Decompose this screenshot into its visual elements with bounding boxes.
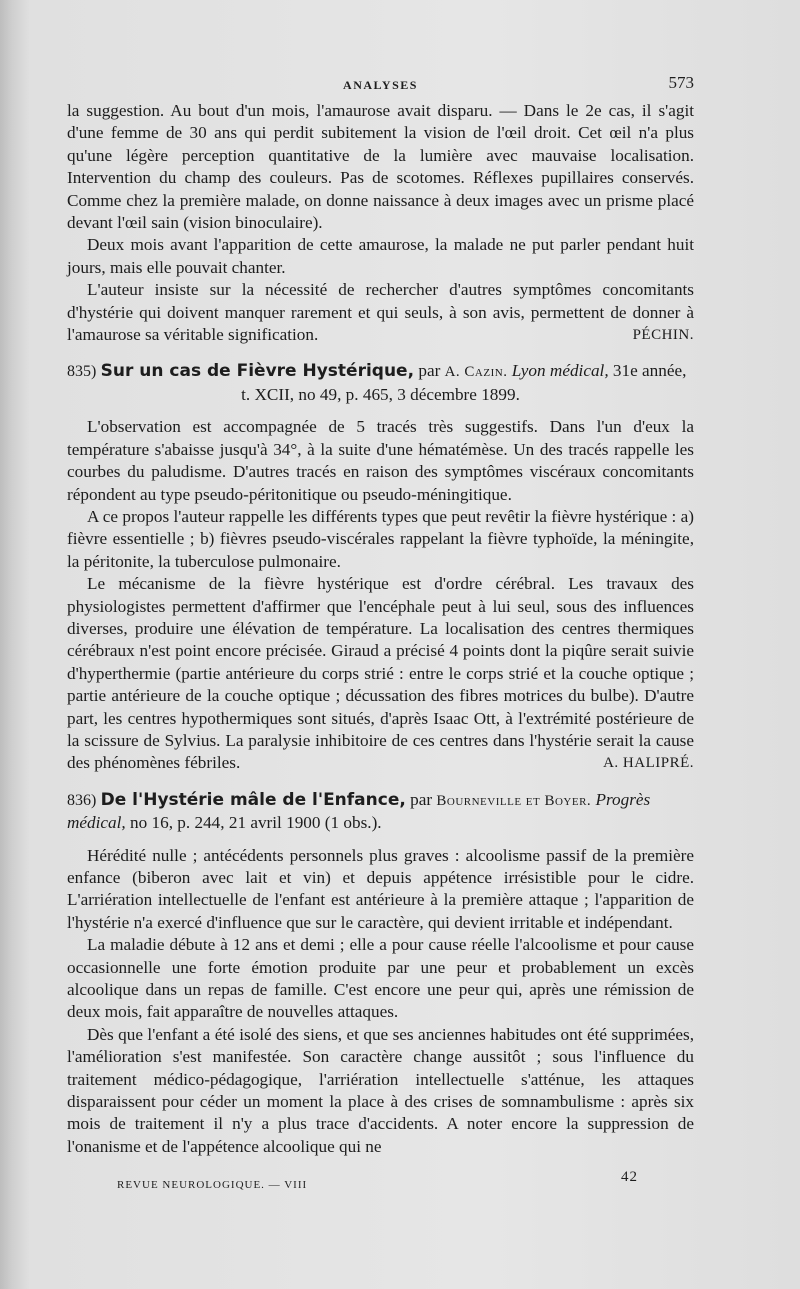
- article-835-by: par: [418, 361, 441, 381]
- signature-halipre: A. HALIPRÉ.: [603, 755, 694, 772]
- article-835-citation-2: t. XCII, no 49, p. 465, 3 décembre 1899.: [241, 384, 520, 404]
- article-835-heading: [67, 360, 694, 406]
- article-835-author: A. Cazin.: [444, 364, 508, 381]
- continuation-paragraph-3: [67, 279, 694, 346]
- continuation-paragraph-2: Deux mois avant l'apparition de cette amaurose, la malade ne put parler pendant huit jours, mais elle pouvait chanter.: [67, 235, 694, 277]
- article-835-paragraph-2: A ce propos l'auteur rappelle les différents types que peut revêtir la fièvre hystérique : a) fièvre essentielle ; b) fièvres pseudo-viscérales rappelant la fièvre typhoïde, la méningite, la péritonite, la tuberculose pulmonaire.: [67, 506, 694, 571]
- page-number: 573: [668, 73, 694, 92]
- page-footer: [67, 1166, 694, 1190]
- article-835-title: Sur un cas de Fièvre Hystérique,: [100, 361, 415, 382]
- footer-journal: REVUE NEUROLOGIQUE. — VIII: [117, 1179, 308, 1192]
- article-836-number: 836): [67, 791, 97, 809]
- text-column: [67, 68, 694, 1190]
- page-header: [67, 68, 694, 100]
- article-836-citation: no 16, p. 244, 21 avril 1900 (1 obs.).: [130, 813, 382, 833]
- article-835-citation-1: 31e année,: [612, 361, 687, 381]
- article-836-paragraph-1: Hérédité nulle ; antécédents personnels plus graves : alcoolisme passif de la première enfance (biberon avec lait et vin) et depuis appétence irrésistible pour le cidre. L'arriération intellectuelle de l'enfant est antérieure à la première attaque ; l'apparition de l'hystérie n'a exercé d'influence que sur le caractère, qui devient irritable et indépendant.: [67, 845, 694, 932]
- article-836-author: Bourneville et Boyer.: [436, 792, 592, 809]
- signature-pechin: PÉCHIN.: [632, 327, 694, 344]
- running-title: ANALYSES: [343, 78, 418, 92]
- article-836-paragraph-2: La maladie débute à 12 ans et demi ; elle a pour cause réelle l'alcoolisme et pour cause occasionnelle une forte émotion produite par une peur et probablement un excès alcoolique dans un repas de famille. C'est encore une peur qui, après une rémission de deux mois, fait apparaître de nouvelles attaques.: [67, 935, 694, 1022]
- article-836-heading: [67, 789, 694, 835]
- continuation-paragraph-3-text: L'auteur insiste sur la nécessité de rechercher d'autres symptômes concomitants d'hystérie qui doivent manquer rarement et qui seuls, à son avis, permettent de donner à l'amaurose sa véritable signification.: [67, 280, 694, 345]
- article-836-paragraph-3: Dès que l'enfant a été isolé des siens, et que ses anciennes habitudes ont été supprimées, l'amélioration s'est manifestée. Son caractère change aussitôt ; sous l'influence du traitement médico-pédagogique, l'arriération intellectuelle s'atténue, les attaques disparaissent pour céder un moment la place à des crises de somnambulisme : après six mois de traitement il n'y a plus trace d'accidents. A noter encore la suppression de l'onanisme et de l'appétence alcoolique qui ne: [67, 1024, 694, 1156]
- article-836-by: par: [410, 789, 433, 809]
- article-835-paragraph-3-text: Le mécanisme de la fièvre hystérique est d'ordre cérébral. Les travaux des physiologistes permettent d'affirmer que l'encéphale peut à lui seul, sous des influences diverses, produire une élévation de température. La localisation des centres thermiques cérébraux n'est point encore précisée. Giraud a précisé 4 points dont la piqûre serait suivie d'hyperthermie (partie antérieure du corps strié : entre le corps strié et la couche optique ; partie antérieure de la couche optique ; décussation des fibres motrices du bulbe). D'autre part, les centres hypothermiques sont situés, d'après Isaac Ott, à l'extrémité postérieure de la scissure de Sylvius. La paralysie inhibitoire de ces centres dans l'hystérie serait la cause des phénomènes fébriles.: [67, 574, 694, 773]
- article-836-title: De l'Hystérie mâle de l'Enfance,: [100, 789, 406, 810]
- article-835-paragraph-3: [67, 573, 694, 775]
- article-835-number: 835): [67, 363, 97, 381]
- article-835-journal: Lyon médical,: [511, 361, 609, 381]
- article-836-journal: Progrès médical,: [67, 789, 651, 833]
- article-835-paragraph-1: L'observation est accompagnée de 5 tracés très suggestifs. Dans l'un d'eux la température s'abaisse jusqu'à 34°, à la suite d'une hématémèse. Un des tracés rappelle les courbes du paludisme. D'autres tracés en raison des symptômes viscéraux concomitants répondent au type pseudo-péritonitique ou pseudo-méningitique.: [67, 417, 694, 504]
- footer-sheet-number: 42: [621, 1169, 638, 1186]
- continuation-paragraph-1: la suggestion. Au bout d'un mois, l'amaurose avait disparu. — Dans le 2e cas, il s'agit d'une femme de 30 ans qui perdit subitement la vision de l'œil droit. Cet œil n'a plus qu'une légère perception quantitative de la lumière avec mauvaise localisation. Intervention du champ des couleurs. Pas de scotomes. Réflexes pupillaires conservés. Comme chez la première malade, on donne naissance à deux images avec un prisme placé devant l'œil sain (vision binoculaire).: [67, 101, 694, 233]
